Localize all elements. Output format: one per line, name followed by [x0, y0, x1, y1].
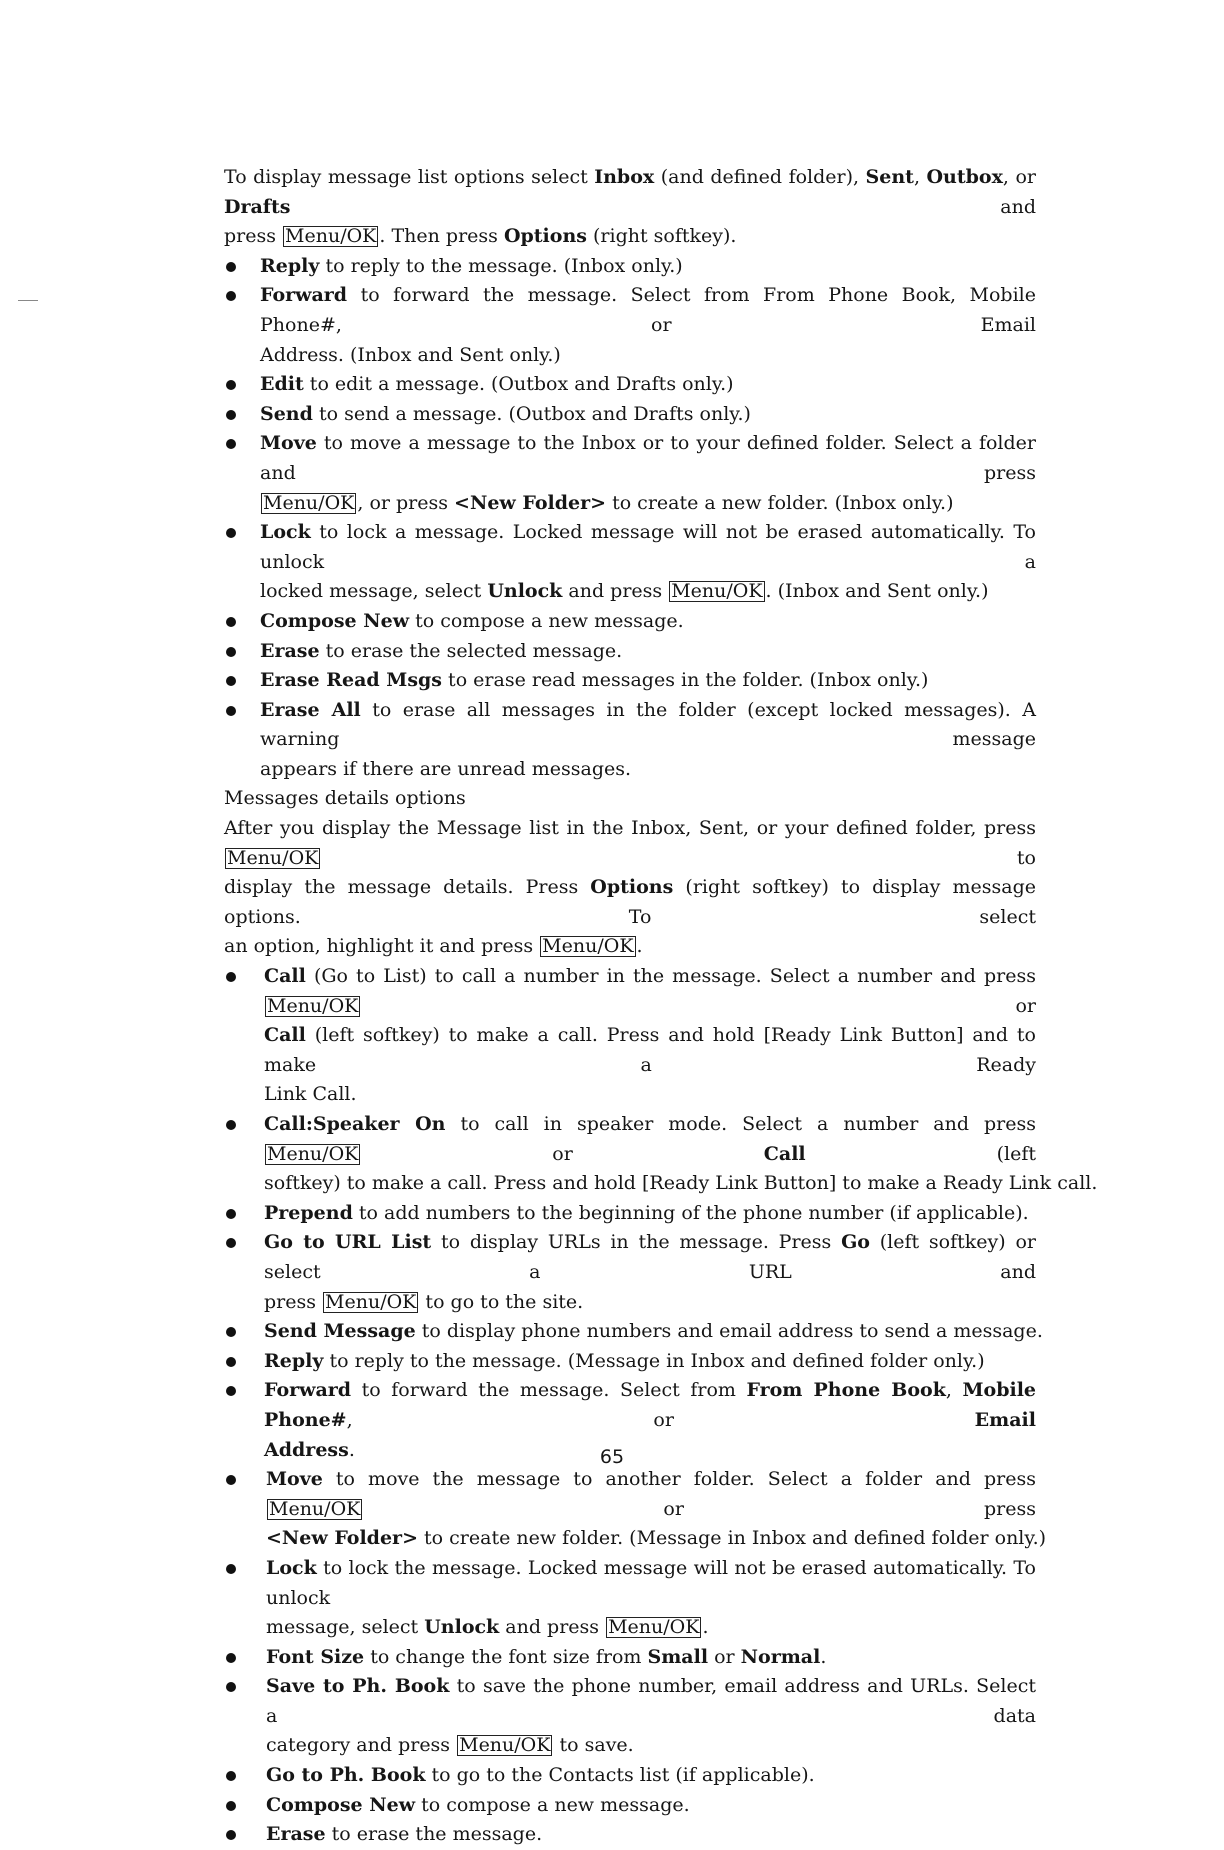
bullet-icon [226, 1682, 236, 1692]
bullet-icon [226, 262, 236, 272]
list-item-erase-all: Erase All to erase all messages in the folder (except locked messages). A warning message appears if there are unread messages. [224, 696, 1036, 785]
bullet-icon [226, 528, 236, 538]
bullet-icon [226, 380, 236, 390]
bullet-icon [226, 1564, 236, 1574]
inbox-term: Inbox [594, 166, 655, 188]
outbox-term: Outbox [926, 166, 1003, 188]
scan-mark [18, 300, 38, 301]
detail-item-save-phone-book: Save to Ph. Book to save the phone number, email address and URLs. Select a data category and press Menu/OK to save. [224, 1672, 1036, 1761]
detail-item-go-to-phone-book: Go to Ph. Book to go to the Contacts list (if applicable). [224, 1761, 1036, 1791]
bullet-icon [226, 972, 236, 982]
menu-ok-key: Menu/OK [285, 225, 377, 248]
menu-ok-key: Menu/OK [542, 935, 634, 958]
bullet-icon [226, 1771, 236, 1781]
details-paragraph-line-3: an option, highlight it and press Menu/OK . [224, 935, 643, 958]
detail-item-lock: Lock to lock the message. Locked message will not be erased automatically. To unlock message, select Unlock and press Menu/OK . [224, 1554, 1036, 1643]
bullet-icon [226, 1209, 236, 1219]
detail-item-prepend: Prepend to add numbers to the beginning of the phone number (if applicable). [224, 1199, 1036, 1229]
bullet-icon [226, 291, 236, 301]
list-item-erase-read: Erase Read Msgs to erase read messages in the folder. (Inbox only.) [224, 666, 1036, 696]
list-item-reply: Reply to reply to the message. (Inbox only.) [224, 252, 1036, 282]
bullet-icon [226, 706, 236, 716]
detail-item-speaker: Call:Speaker On to call in speaker mode. Select a number and press Menu/OK or Call (left softkey) to make a call. Press and hold [Ready Link Button] to make a Ready Link call. [224, 1110, 1036, 1199]
detail-item-call: Call (Go to List) to call a number in the message. Select a number and press Menu/OK or Call (left softkey) to make a call. Press and hold [Ready Link Button] and to make a Ready Link Call. [224, 962, 1036, 1110]
bullet-icon [226, 439, 236, 449]
bullet-icon [226, 1830, 236, 1840]
bullet-icon [226, 1801, 236, 1811]
bullet-icon [226, 647, 236, 657]
bullet-icon [226, 1653, 236, 1663]
detail-item-forward: Forward to forward the message. Select from From Phone Book, Mobile Phone#, or Email Address. [224, 1376, 1036, 1465]
menu-ok-key: Menu/OK [325, 1290, 417, 1313]
list-item-edit: Edit to edit a message. (Outbox and Drafts only.) [224, 370, 1036, 400]
menu-ok-key: Menu/OK [608, 1616, 700, 1639]
menu-ok-key: Menu/OK [267, 1142, 359, 1165]
menu-ok-key: Menu/OK [459, 1734, 551, 1757]
menu-ok-key: Menu/OK [227, 846, 319, 869]
detail-item-move: Move to move the message to another folder. Select a folder and press Menu/OK or press <New Folder> to create new folder. (Message in Inbox and defined folder only.) [224, 1465, 1036, 1554]
bullet-icon [226, 1327, 236, 1337]
page-body [224, 163, 1098, 1850]
bullet-icon [226, 1120, 236, 1130]
bullet-icon [226, 617, 236, 627]
details-heading: Messages details options [224, 787, 466, 810]
bullet-icon [226, 410, 236, 420]
options-term: Options [503, 225, 587, 248]
menu-ok-key: Menu/OK [263, 491, 355, 514]
detail-item-url-list: Go to URL List to display URLs in the message. Press Go (left softkey) or select a URL and press Menu/OK to go to the site. [224, 1228, 1036, 1317]
bullet-icon [226, 676, 236, 686]
bullet-icon [226, 1475, 236, 1485]
list-item-erase: Erase to erase the selected message. [224, 637, 1036, 667]
drafts-term: Drafts [224, 195, 291, 218]
intro-line-2: press Menu/OK . Then press Options (right softkey). [224, 225, 737, 248]
detail-item-font-size: Font Size to change the font size from Small or Normal. [224, 1643, 1036, 1673]
list-item-compose: Compose New to compose a new message. [224, 607, 1036, 637]
bullet-icon [226, 1386, 236, 1396]
detail-item-send-message: Send Message to display phone numbers and email address to send a message. [224, 1317, 1036, 1347]
menu-ok-key: Menu/OK [269, 1497, 361, 1520]
sent-term: Sent [865, 166, 914, 188]
bullet-icon [226, 1238, 236, 1248]
details-paragraph-line-1: After you display the Message list in the Inbox, Sent, or your defined folder, press Menu/OK to [224, 817, 1036, 869]
list-item-forward: Forward to forward the message. Select from From Phone Book, Mobile Phone#, or Email Address. (Inbox and Sent only.) [224, 281, 1036, 370]
intro-line-1: To display message list options select Inbox (and defined folder), Sent, Outbox, or Drafts and [224, 166, 1036, 218]
detail-item-compose: Compose New to compose a new message. [224, 1791, 1036, 1821]
detail-item-reply: Reply to reply to the message. (Message in Inbox and defined folder only.) [224, 1347, 1036, 1377]
list-item-send: Send to send a message. (Outbox and Drafts only.) [224, 400, 1036, 430]
details-paragraph-line-2: display the message details. Press Options (right softkey) to display message options. To select [224, 876, 1036, 928]
bullet-icon [226, 1357, 236, 1367]
detail-item-erase: Erase to erase the message. [224, 1820, 1036, 1850]
list-item-move: Move to move a message to the Inbox or to your defined folder. Select a folder and press Menu/OK , or press <New Folder> to create a new folder. (Inbox only.) [224, 429, 1036, 518]
menu-ok-key: Menu/OK [267, 994, 359, 1017]
list-item-lock: Lock to lock a message. Locked message will not be erased automatically. To unlock a locked message, select Unlock and press Menu/OK . (Inbox and Sent only.) [224, 518, 1036, 607]
page-number: 65 [599, 1446, 625, 1468]
menu-ok-key: Menu/OK [671, 580, 763, 603]
